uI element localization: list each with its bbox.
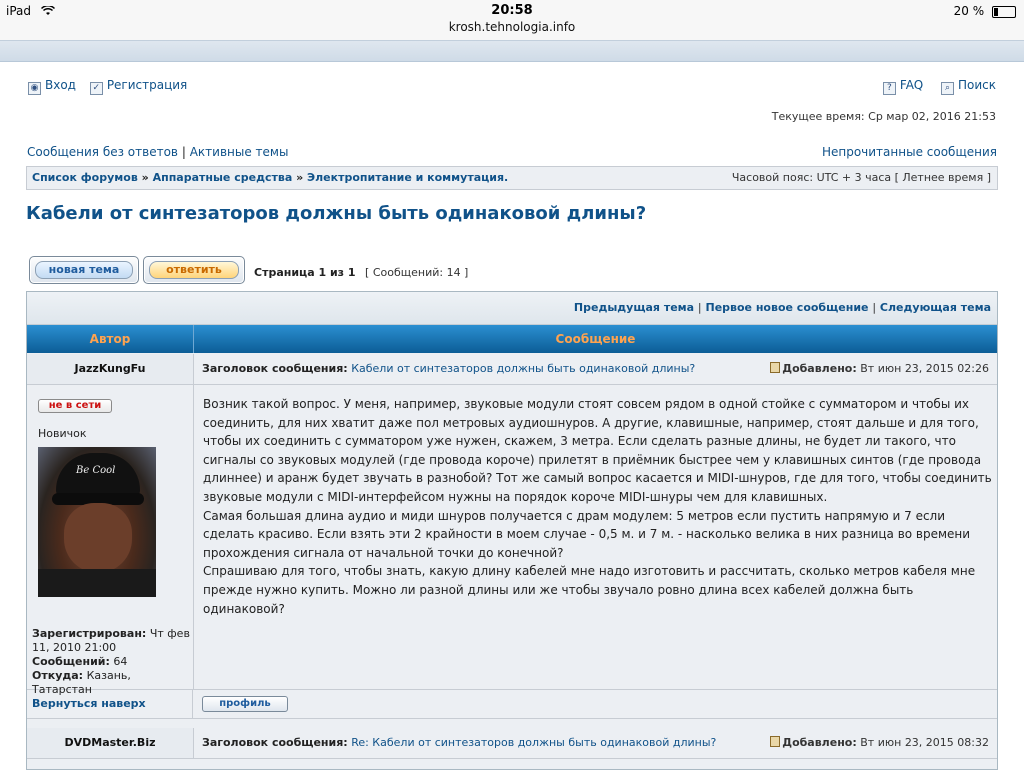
topic-table	[26, 291, 998, 770]
header-message: Сообщение	[555, 332, 636, 346]
topic-nav: Предыдущая тема | Первое новое сообщение | Следующая тема	[27, 292, 997, 325]
post-author: DVDMaster.Biz	[27, 728, 194, 758]
address-bar[interactable]: krosh.tehnologia.info	[448, 20, 576, 34]
posted-label: Добавлено:	[782, 736, 857, 749]
post-icon[interactable]	[770, 362, 780, 373]
active-topics-link[interactable]: Активные темы	[189, 145, 289, 159]
subject-label: Заголовок сообщения:	[202, 362, 348, 375]
breadcrumb: Список форумов » Аппаратные средства » Электропитание и коммутация. Часовой пояс: UTC + 3 часа [ Летнее время ]	[26, 166, 998, 190]
forum-header-band	[0, 40, 1024, 62]
author-post-count: 64	[113, 655, 128, 668]
post-date: Вт июн 23, 2015 02:26	[860, 362, 989, 375]
clock: 20:58	[491, 3, 533, 18]
post-body: Возник такой вопрос. У меня, например, звуковые модули стоят совсем рядом в одной стойке с сумматором и чтобы их соединить, для них хватит даже пол метровых аудиошнуров. А другие, клавишные, например, стоят дальше и для того, чтобы их соединить с сумматором уже нужен, скажем, 3 метра. Если сделать разные длины, не будет ли такого, что сигналы со звуковых модулей (где провода короче) прилетят в приёмник быстрее чем у клавишных синтов (где провода длиннее) и аранж будет звучать в разнобой? Тот же самый вопрос касается и MIDI-шнуров, где для того, чтобы соединить звуковые модули с MIDI-интерфейсом нужны на порядок короче MIDI-шнуры чем для клавишных. Самая большая длина аудио и миди шнуров получается с драм модулем: 5 метров если пустить напрямую и 7 если сделать красиво. Если взять эти 2 крайности в моем случае - 0,5 м. и 7 м. - насколько велика в них разница во времени прохождения сигнала от начальной точки до конечной? Спрашиваю для того, чтобы знать, какую длину кабелей мне надо изготовить и рассчитать, сколько метров кабеля мне прежде нужно купить. Можно ли разной длины или же чтобы звучало ровно длина всех кабелей должна быть одинаковой?	[203, 397, 992, 616]
next-topic-link[interactable]: Следующая тема	[879, 301, 991, 314]
post-subject-link[interactable]: Re: Кабели от синтезаторов должны быть одинаковой длины?	[351, 736, 717, 749]
reply-button[interactable]: ответить	[143, 256, 245, 284]
prev-topic-link[interactable]: Предыдущая тема	[573, 301, 695, 314]
search-link[interactable]: ⌕ Поиск	[941, 78, 996, 92]
post	[27, 385, 997, 696]
profile-button[interactable]: профиль	[202, 696, 288, 712]
faq-icon: ?	[883, 82, 896, 95]
register-link[interactable]: ✓ Регистрация	[90, 78, 187, 92]
subject-label: Заголовок сообщения:	[202, 736, 348, 749]
register-icon: ✓	[90, 82, 103, 95]
author-meta: Зарегистрирован: Чт фев 11, 2010 21:00 Сообщений: 64 Откуда: Казань, Татарстан	[32, 627, 190, 696]
battery-percent: 20 %	[953, 4, 985, 18]
device-name: iPad	[6, 4, 32, 18]
posted-label: Добавлено:	[782, 362, 857, 375]
search-icon: ⌕	[941, 82, 954, 95]
breadcrumb-hardware[interactable]: Аппаратные средства	[152, 171, 293, 184]
quick-links	[27, 145, 997, 159]
login-icon: ◉	[28, 82, 41, 95]
timezone-info: Часовой пояс: UTC + 3 часа [ Летнее время ]	[731, 171, 991, 184]
unread-link[interactable]: Непрочитанные сообщения	[821, 145, 997, 159]
post-subject-link[interactable]: Кабели от синтезаторов должны быть одинаковой длины?	[351, 362, 696, 375]
topic-title[interactable]: Кабели от синтезаторов должны быть одинаковой длины?	[26, 203, 647, 224]
post-date: Вт июн 23, 2015 08:32	[860, 736, 989, 749]
current-time: Текущее время: Ср мар 02, 2016 21:53	[771, 110, 996, 123]
user-nav	[28, 78, 197, 95]
avatar	[38, 447, 156, 597]
faq-link[interactable]: ? FAQ	[883, 78, 923, 92]
unanswered-link[interactable]: Сообщения без ответов	[27, 145, 178, 159]
battery-icon	[992, 6, 1016, 18]
author-location: Казань, Татарстан	[32, 669, 131, 696]
breadcrumb-power[interactable]: Электропитание и коммутация.	[307, 171, 509, 184]
post-icon[interactable]	[770, 736, 780, 747]
header-author: Автор	[27, 325, 194, 353]
page-indicator: Страница 1 из 1	[254, 266, 356, 279]
pagination	[254, 266, 468, 279]
author-profile	[27, 385, 194, 696]
post-author: JazzKungFu	[27, 354, 194, 384]
post-footer	[27, 690, 997, 719]
post-header	[27, 354, 997, 385]
table-header	[27, 325, 997, 353]
breadcrumb-forum-index[interactable]: Список форумов	[32, 171, 138, 184]
separator: |	[181, 145, 186, 159]
post-count: [ Сообщений: 14 ]	[365, 266, 469, 279]
cap-logo: Be Cool	[76, 465, 116, 476]
ios-status-bar	[0, 0, 1024, 40]
first-new-post-link[interactable]: Первое новое сообщение	[705, 301, 869, 314]
user-rank: Новичок	[38, 427, 87, 440]
offline-status-badge: не в сети	[38, 399, 112, 413]
back-to-top-link[interactable]: Вернуться наверх	[27, 690, 193, 718]
login-link[interactable]: ◉ Вход	[28, 78, 76, 92]
post-header	[27, 728, 997, 759]
registered-date: Чт фев 11, 2010 21:00	[32, 627, 190, 654]
new-topic-button[interactable]: новая тема	[29, 256, 139, 284]
help-nav	[869, 78, 996, 95]
